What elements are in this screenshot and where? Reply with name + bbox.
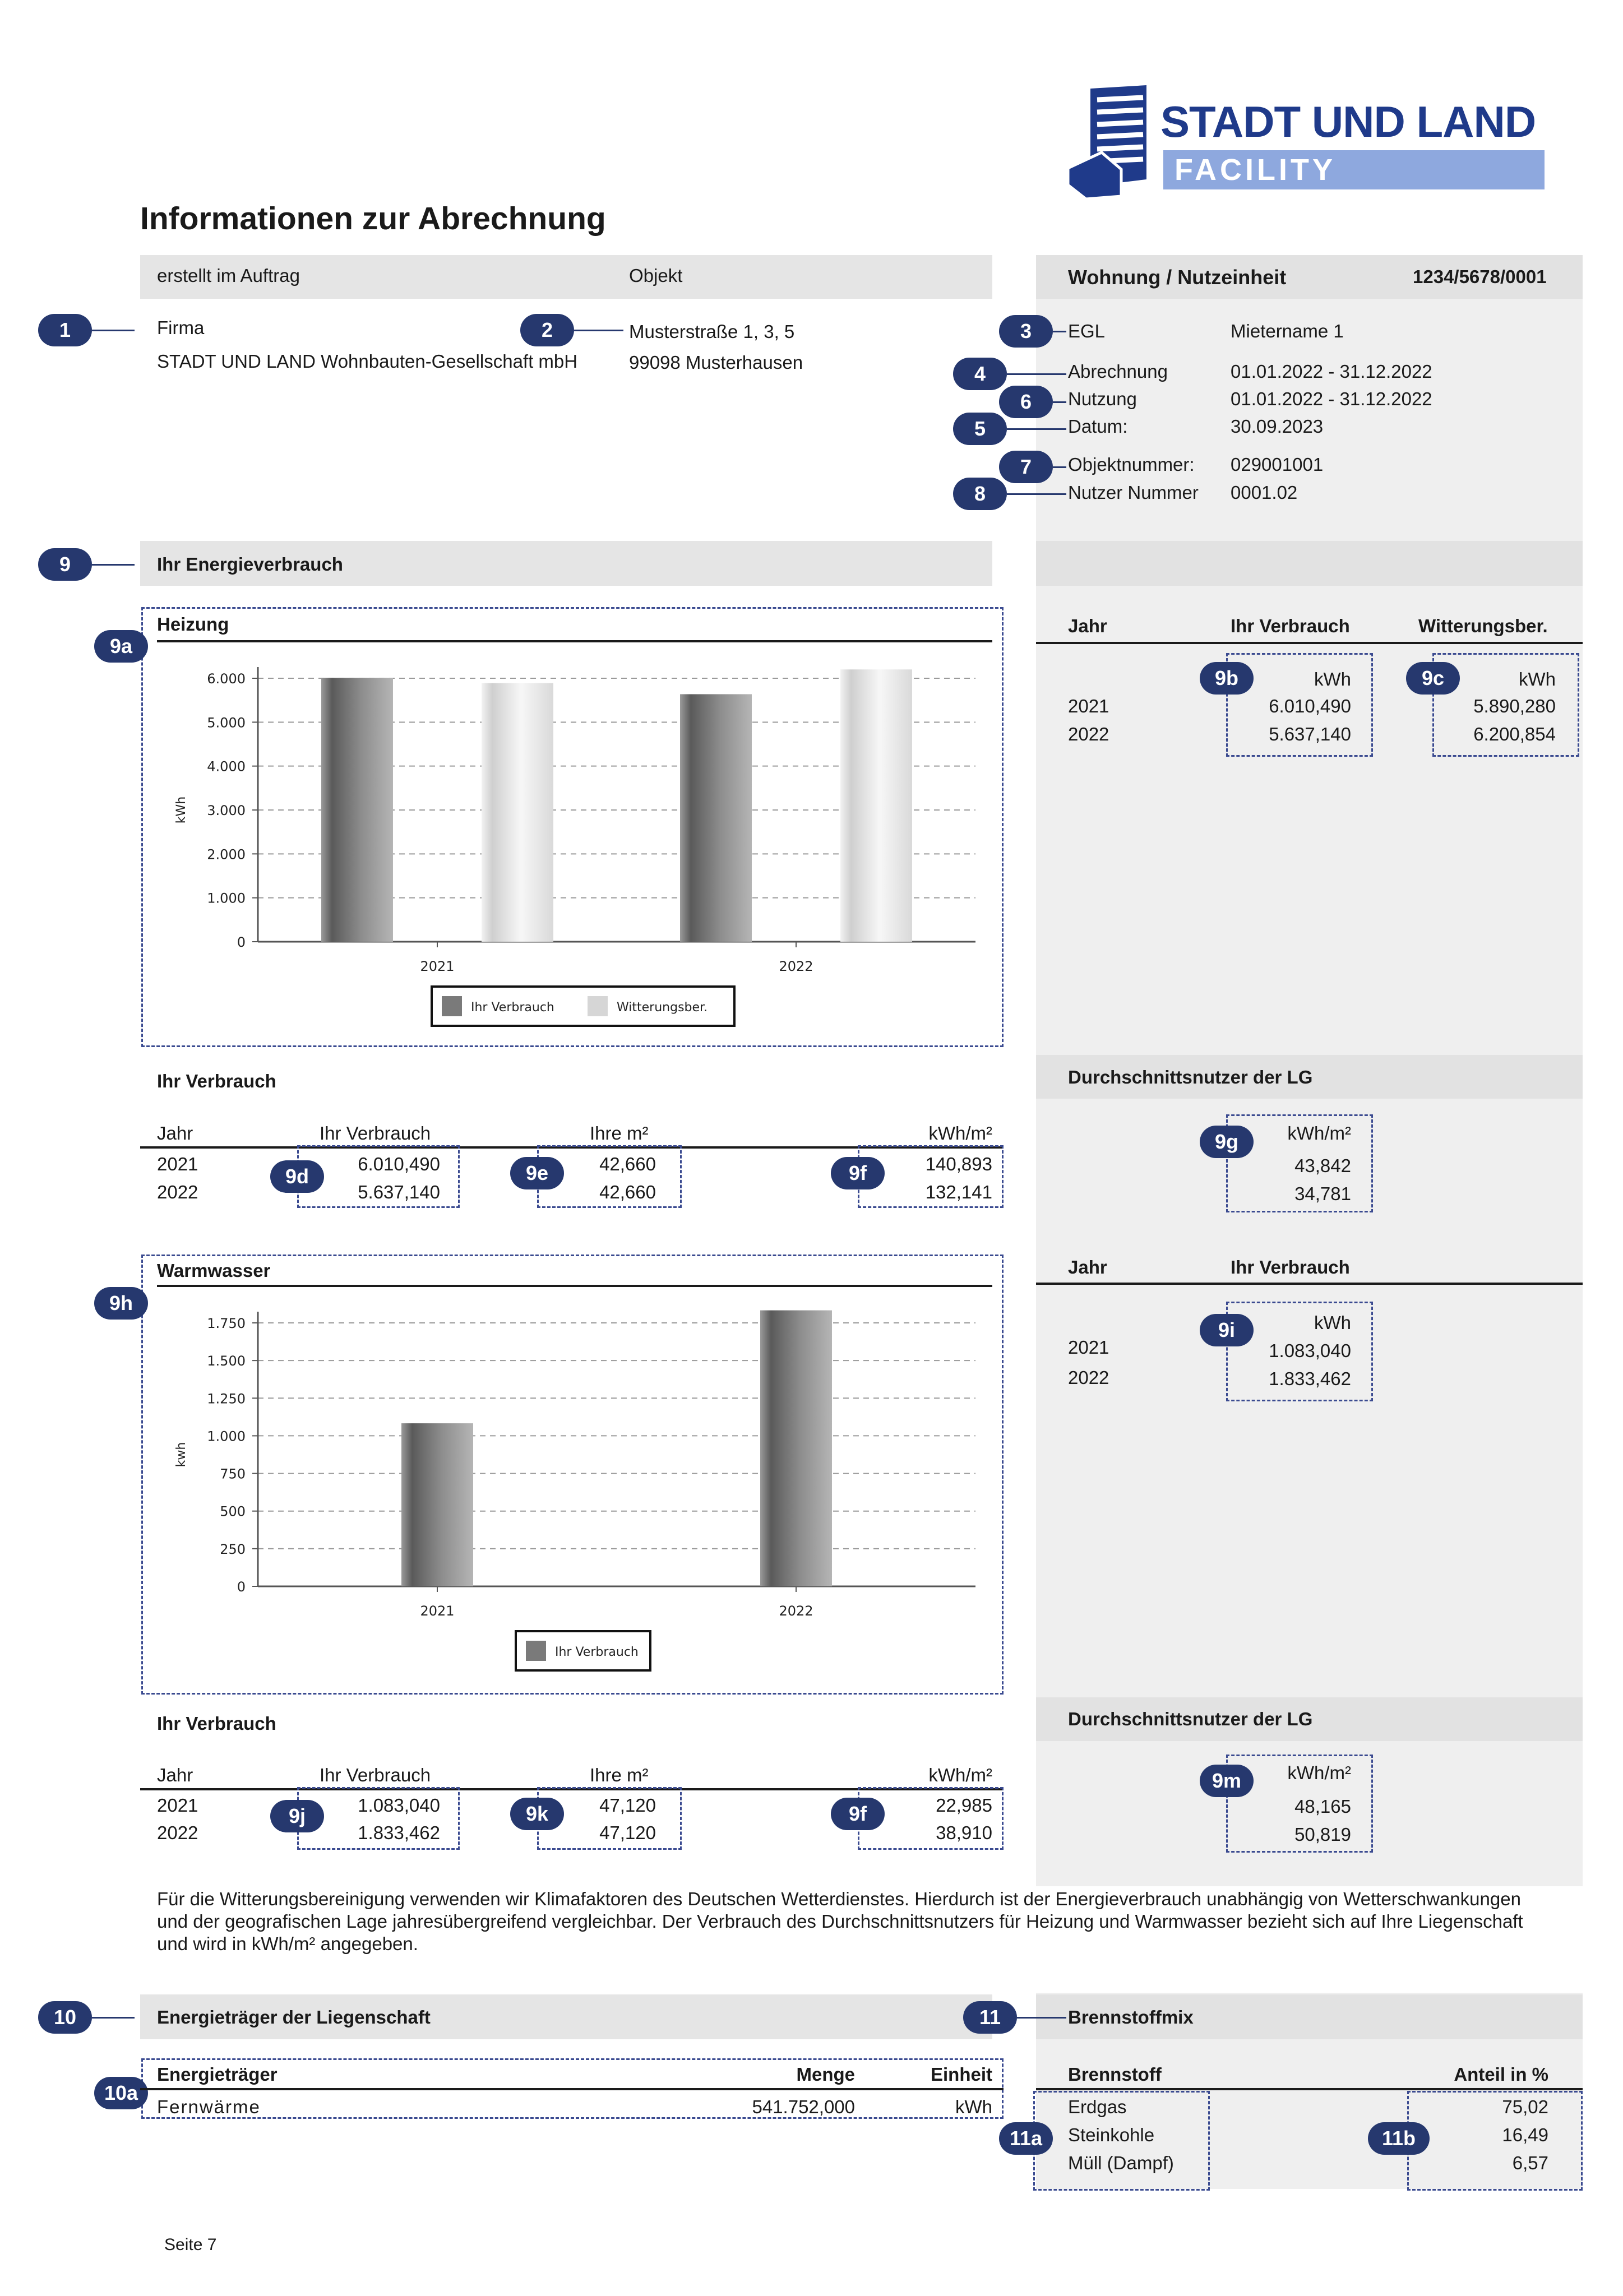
heizung-chart-ytick-label: 4.000 xyxy=(207,758,246,775)
page-number: Seite 7 xyxy=(164,2235,217,2254)
badge-10-leader xyxy=(92,2017,135,2019)
header-right-id: 1234/5678/0001 xyxy=(1413,266,1547,287)
bm-col-anteil: Anteil in % xyxy=(1454,2064,1548,2085)
ww-row-year: 2022 xyxy=(1068,1367,1109,1388)
bm-row-name: Erdgas xyxy=(1068,2096,1127,2117)
warmwasser-title: Warmwasser xyxy=(157,1260,271,1281)
datum-label: Datum: xyxy=(1068,416,1128,437)
warmwasser-chart-ytick-label: 1.250 xyxy=(207,1391,246,1407)
heizung-chart-ytick-label: 5.000 xyxy=(207,715,246,731)
heizung-unit-col2: kWh xyxy=(1519,669,1556,689)
warmwasser-chart-ytick-label: 750 xyxy=(220,1466,246,1482)
heizung-row-year: 2021 xyxy=(1068,696,1109,716)
hv-row-m2: 42,660 xyxy=(599,1154,656,1174)
et-col-einheit: Einheit xyxy=(930,2064,992,2085)
energy-section-bar-right xyxy=(1036,541,1583,586)
warmwasser-chart-legend-swatch xyxy=(526,1641,546,1661)
heizung-unit-col1: kWh xyxy=(1314,669,1351,689)
bm-row-name: Müll (Dampf) xyxy=(1068,2152,1174,2173)
heizung-chart-legend-label: Ihr Verbrauch xyxy=(471,1001,554,1015)
badge-9: 9 xyxy=(38,548,92,581)
hv-row-verbrauch: 6.010,490 xyxy=(358,1154,440,1174)
ww-col-verbrauch: Ihr Verbrauch xyxy=(1231,1257,1350,1277)
page-title: Informationen zur Abrechnung xyxy=(140,201,606,237)
heizung-chart-ytick-label: 3.000 xyxy=(207,803,246,818)
ww-avg-value: 50,819 xyxy=(1294,1824,1351,1845)
egl-value: Mietername 1 xyxy=(1231,321,1344,341)
badge-2: 2 xyxy=(520,314,574,346)
badge-9b: 9b xyxy=(1200,662,1254,695)
hv-col-m2: Ihre m² xyxy=(590,1123,649,1144)
heizung-chart-ytick-label: 2.000 xyxy=(207,846,246,863)
wv-row-year: 2022 xyxy=(157,1822,198,1843)
badge-9a: 9a xyxy=(94,630,148,663)
wv-col-m2: Ihre m² xyxy=(590,1765,649,1785)
heizung-chart-bar xyxy=(680,694,752,942)
nutzer-value: 0001.02 xyxy=(1231,482,1298,503)
datum-value: 30.09.2023 xyxy=(1231,416,1324,437)
warmwasser-chart-bar xyxy=(401,1423,473,1586)
warmwasser-chart-xtick-label: 2022 xyxy=(779,1603,813,1619)
badge-11a: 11a xyxy=(999,2122,1053,2155)
badge-11b: 11b xyxy=(1368,2122,1430,2155)
badge-8-leader xyxy=(1007,493,1066,495)
nutzung-label: Nutzung xyxy=(1068,388,1137,409)
ww-avg-unit: kWh/m² xyxy=(1287,1762,1351,1783)
ww-verbrauch-title: Ihr Verbrauch xyxy=(157,1713,276,1734)
bm-table-rule xyxy=(1036,2088,1583,2090)
badge-9m: 9m xyxy=(1200,1765,1254,1797)
warmwasser-chart-ytick-label: 1.000 xyxy=(207,1428,246,1445)
warmwasser-chart-legend-label: Ihr Verbrauch xyxy=(555,1645,639,1659)
heizung-table-rule xyxy=(1036,642,1583,644)
heizung-avg-title: Durchschnittsnutzer der LG xyxy=(1068,1067,1313,1087)
objekt-street: Musterstraße 1, 3, 5 xyxy=(629,321,795,342)
ww-avg-value: 48,165 xyxy=(1294,1796,1351,1817)
objektnummer-value: 029001001 xyxy=(1231,454,1324,475)
wv-row-verbrauch: 1.083,040 xyxy=(358,1795,440,1816)
badge-7-leader xyxy=(1053,466,1066,468)
badge-3-leader xyxy=(1053,331,1066,332)
wv-col-kwhm2: kWh/m² xyxy=(928,1765,992,1785)
badge-1-leader xyxy=(92,330,135,331)
heizung-title-rule xyxy=(157,640,992,642)
heizung-row-verbrauch: 5.637,140 xyxy=(1269,724,1351,744)
header-mid-label: Objekt xyxy=(629,265,683,286)
nutzung-value: 01.01.2022 - 31.12.2022 xyxy=(1231,388,1432,409)
hv-row-kwhm2: 140,893 xyxy=(925,1154,992,1174)
ww-col-jahr: Jahr xyxy=(1068,1257,1107,1277)
badge-3: 3 xyxy=(999,315,1053,348)
heizung-chart-xtick-label: 2022 xyxy=(779,959,813,974)
badge-9c: 9c xyxy=(1406,662,1460,695)
heizung-chart-legend-swatch xyxy=(588,996,608,1016)
warmwasser-chart-ytick-label: 1.500 xyxy=(207,1353,246,1369)
et-col-name: Energieträger xyxy=(157,2064,278,2085)
badge-11-leader xyxy=(1017,2017,1066,2019)
heizung-chart-y-label: kWh xyxy=(174,796,188,824)
badge-4-leader xyxy=(1007,373,1066,375)
note-text: Für die Witterungsbereinigung verwenden wir Klimafaktoren des Deutschen Wetterdienstes. Hierdurch ist der Energieverbrauch unabhängig von Wetterschwankungen und der geografischen Lage jahresübergreifend vergleichbar. Der Verbrauch des Durchschnittsnutzers für Heizung und Warmwasser bezieht sich auf Ihre Liegenschaft und wird in kWh/m² angegeben. xyxy=(157,1888,1523,1954)
heizung-chart-legend-swatch xyxy=(442,996,462,1016)
heizung-chart-bar xyxy=(482,683,553,942)
warmwasser-title-rule xyxy=(157,1285,992,1287)
heizung-row-witterung: 6.200,854 xyxy=(1473,724,1556,744)
heizung-chart-ytick-label: 6.000 xyxy=(207,671,246,687)
et-col-menge: Menge xyxy=(796,2064,855,2085)
badge-1: 1 xyxy=(38,314,92,346)
ww-table-rule xyxy=(1036,1283,1583,1285)
heizung-chart-ytick-label: 1.000 xyxy=(207,890,246,906)
badge-9f: 9f xyxy=(831,1157,885,1189)
wv-row-kwhm2: 38,910 xyxy=(936,1822,992,1843)
heizung-chart-legend-label: Witterungsber. xyxy=(617,1001,708,1015)
objekt-city: 99098 Musterhausen xyxy=(629,352,803,373)
heizung-verbrauch-title: Ihr Verbrauch xyxy=(157,1071,276,1091)
heizung-chart-bar xyxy=(321,678,393,942)
bm-row-anteil: 6,57 xyxy=(1512,2152,1548,2173)
warmwasser-chart-y-label: kwh xyxy=(174,1442,188,1468)
wv-row-year: 2021 xyxy=(157,1795,198,1816)
hv-row-verbrauch: 5.637,140 xyxy=(358,1182,440,1202)
bm-row-name: Steinkohle xyxy=(1068,2124,1155,2145)
badge-9h: 9h xyxy=(94,1287,148,1320)
warmwasser-chart-ytick-label: 0 xyxy=(237,1579,246,1595)
wv-row-m2: 47,120 xyxy=(599,1822,656,1843)
warmwasser-chart-ytick-label: 500 xyxy=(220,1503,246,1520)
badge-6-leader xyxy=(1053,401,1066,403)
wv-row-m2: 47,120 xyxy=(599,1795,656,1816)
abrechnung-label: Abrechnung xyxy=(1068,361,1168,382)
hv-row-m2: 42,660 xyxy=(599,1182,656,1202)
heizung-row-witterung: 5.890,280 xyxy=(1473,696,1556,716)
badge-11: 11 xyxy=(963,2001,1017,2034)
badge-9f-warmwasser: 9f xyxy=(831,1798,885,1830)
badge-4: 4 xyxy=(953,358,1007,390)
building-logo-icon xyxy=(1068,84,1152,199)
badge-9k: 9k xyxy=(510,1798,564,1830)
warmwasser-chart-ytick-label: 250 xyxy=(220,1541,246,1557)
firma-name: STADT UND LAND Wohnbauten-Gesellschaft mbH xyxy=(157,351,578,372)
warmwasser-chart-xtick-label: 2021 xyxy=(420,1603,455,1619)
wv-row-kwhm2: 22,985 xyxy=(936,1795,992,1816)
bm-row-anteil: 16,49 xyxy=(1502,2124,1548,2145)
hv-row-kwhm2: 132,141 xyxy=(925,1182,992,1202)
badge-9i: 9i xyxy=(1200,1314,1254,1346)
heizung-chart-bar xyxy=(840,669,912,942)
badge-9e: 9e xyxy=(510,1157,564,1189)
heizung-avg-value: 34,781 xyxy=(1294,1183,1351,1204)
hv-row-year: 2021 xyxy=(157,1154,198,1174)
badge-9-leader xyxy=(92,564,135,566)
badge-10: 10 xyxy=(38,2001,92,2034)
heizung-chart-ytick-label: 0 xyxy=(237,934,246,950)
header-left-label: erstellt im Auftrag xyxy=(157,265,300,286)
energy-section-title: Ihr Energieverbrauch xyxy=(157,554,343,575)
ww-row-verbrauch: 1.833,462 xyxy=(1269,1368,1351,1389)
badge-5-leader xyxy=(1007,428,1066,430)
brennstoffmix-title: Brennstoffmix xyxy=(1068,2007,1194,2027)
warmwasser-chart xyxy=(157,1289,998,1682)
heizung-col-jahr: Jahr xyxy=(1068,615,1107,636)
warmwasser-chart-ytick-label: 1.750 xyxy=(207,1316,246,1331)
badge-6: 6 xyxy=(999,386,1053,418)
bm-col-name: Brennstoff xyxy=(1068,2064,1162,2085)
heizung-col-witterung: Witterungsber. xyxy=(1418,615,1548,636)
logo-subtitle: FACILITY xyxy=(1175,153,1336,187)
wv-row-verbrauch: 1.833,462 xyxy=(358,1822,440,1843)
heizung-avg-unit: kWh/m² xyxy=(1287,1123,1351,1144)
firma-label: Firma xyxy=(157,317,205,338)
heizung-chart-xtick-label: 2021 xyxy=(420,959,455,974)
badge-9d: 9d xyxy=(270,1160,324,1193)
wv-col-jahr: Jahr xyxy=(157,1765,193,1785)
badge-9g: 9g xyxy=(1200,1126,1254,1158)
hv-col-verbrauch: Ihr Verbrauch xyxy=(320,1123,431,1144)
wv-col-verbrauch: Ihr Verbrauch xyxy=(320,1765,431,1785)
badge-5: 5 xyxy=(953,413,1007,445)
egl-label: EGL xyxy=(1068,321,1106,341)
bm-row-anteil: 75,02 xyxy=(1502,2096,1548,2117)
et-row-einheit: kWh xyxy=(955,2096,992,2117)
abrechnung-value: 01.01.2022 - 31.12.2022 xyxy=(1231,361,1432,382)
hv-row-year: 2022 xyxy=(157,1182,198,1202)
et-row-menge: 541.752,000 xyxy=(752,2096,855,2117)
logo-title: STADT UND LAND xyxy=(1160,97,1536,146)
heizung-col-verbrauch: Ihr Verbrauch xyxy=(1231,615,1350,636)
heizung-title: Heizung xyxy=(157,614,229,635)
heizung-row-verbrauch: 6.010,490 xyxy=(1269,696,1351,716)
badge-7: 7 xyxy=(999,451,1053,483)
header-right-title: Wohnung / Nutzeinheit xyxy=(1068,266,1287,289)
ww-unit: kWh xyxy=(1314,1312,1351,1333)
hv-col-kwhm2: kWh/m² xyxy=(928,1123,992,1144)
badge-10a: 10a xyxy=(94,2077,148,2109)
heizung-row-year: 2022 xyxy=(1068,724,1109,744)
badge-8: 8 xyxy=(953,478,1007,510)
badge-2-leader xyxy=(574,330,623,331)
warmwasser-chart-bar xyxy=(760,1311,832,1586)
ww-row-verbrauch: 1.083,040 xyxy=(1269,1340,1351,1361)
hv-col-jahr: Jahr xyxy=(157,1123,193,1144)
energietraeger-title: Energieträger der Liegenschaft xyxy=(157,2007,431,2027)
heizung-chart xyxy=(157,645,998,1037)
objektnummer-label: Objektnummer: xyxy=(1068,454,1195,475)
ww-avg-title: Durchschnittsnutzer der LG xyxy=(1068,1709,1313,1729)
et-table-rule xyxy=(140,2088,1004,2090)
et-row-name: Fernwärme xyxy=(157,2096,261,2117)
heizung-avg-value: 43,842 xyxy=(1294,1155,1351,1176)
ww-row-year: 2021 xyxy=(1068,1337,1109,1358)
badge-9j: 9j xyxy=(270,1800,324,1832)
nutzer-label: Nutzer Nummer xyxy=(1068,482,1199,503)
